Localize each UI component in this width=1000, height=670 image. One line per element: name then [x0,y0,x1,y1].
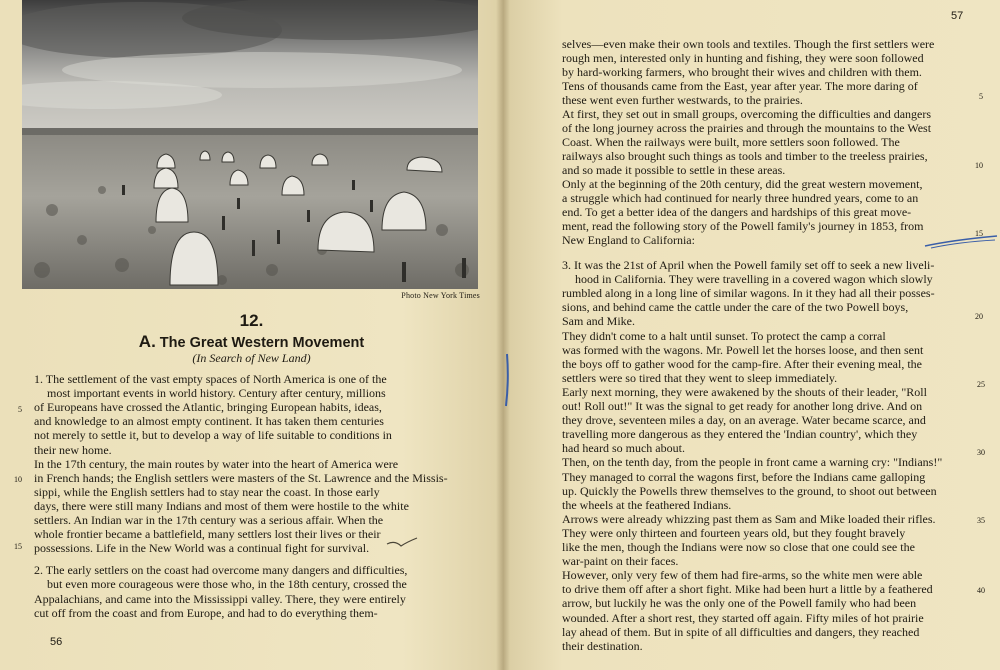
text-line: possessions. Life in the New World was a continual fight for survival. [34,541,370,556]
section-title [0,332,503,352]
chapter-number: 12. [239,311,264,330]
text-line: like the men, though the Indians were now so close that one could see the [562,540,915,554]
text-line: selves—even make their own tools and textiles. Though the first settlers were [562,37,935,51]
text-line: New England to California: [562,233,695,247]
text-line: They didn't come to a halt until sunset. To protect the camp a corral [562,328,886,343]
blue-pen-stroke [923,228,1000,252]
text-line: travelling more dangerous as they entered the 'Indian country', which they [562,427,918,442]
text-line: had heard so much about. [562,441,685,456]
text-line: whole frontier became a battlefield, many settlers lost their lives or their [34,527,381,542]
text-line: Sam and Mike. [562,314,635,329]
text-line: lay ahead of them. But in spite of all difficulties and dangers, they reached [562,624,920,639]
text-line: of Europeans have crossed the Atlantic, bringing European habits, ideas, [34,400,382,415]
text-line: by hard-working farmers, who brought their wives and children with them. [562,65,922,79]
line-number-r40: 40 [977,586,985,595]
line-number-r10: 10 [975,161,983,170]
text-line: In the 17th century, the main routes by water into the heart of America were [34,456,399,471]
text-line: At first, they set out in small groups, overcoming the difficulties and dangers [562,107,932,121]
line-number-r5: 5 [979,92,983,101]
text-line: rough men, interested only in hunting and fishing, they were soon followed [562,51,924,65]
line-number-15: 15 [14,542,22,551]
text-line: in French hands; the English settlers were masters of the St. Lawrence and the Missis- [34,470,448,485]
text-line: Tens of thousands came from the East, year after year. The more daring of [562,79,918,93]
text-line: 2. The early settlers on the coast had overcome many dangers and difficulties, [34,563,408,577]
line-number-r20: 20 [975,312,983,321]
text-line: 1. The settlement of the vast empty spaces of North America is one of the [34,372,387,386]
text-line: 3. It was the 21st of April when the Powell family set off to seek a new liveli- [562,258,935,272]
text-line: Appalachians, and came into the Mississippi valley. There, they were entirely [34,591,406,606]
section-letter: A. [138,332,156,351]
photo-credit: Photo New York Times [401,291,480,300]
text-line: a struggle which had continued for nearly three hundred years, come to an [562,191,919,205]
wagon-train-photo [22,0,478,289]
text-line: wounded. After a short rest, they started off again. Fifty miles of hot prairie [562,610,924,625]
text-line: but even more courageous were those who, in the 18th century, crossed the [47,577,407,592]
page-number-left: 56 [50,636,63,648]
text-line: their destination. [562,638,643,653]
pen-mark-check [383,530,423,554]
text-line: ment, read the following story of the Powell family's journey in 1853, from [562,219,924,233]
text-line: they drove, seventeen miles a day, on an average. Water became scarce, and [562,413,926,428]
line-number-10: 10 [14,475,22,484]
text-line: these went even further westwards, to the prairies. [562,93,803,107]
text-line: Coast. When the railways were built, more settlers soon followed. The [562,135,900,149]
text-line: days, there were still many Indians and most of them were hostile to the white [34,498,409,513]
text-line: sippi, while the English settlers had to stay near the coast. In those early [34,484,380,499]
line-number-5: 5 [18,405,22,414]
text-line: most important events in world history. Century after century, millions [47,386,386,401]
text-line: sions, and behind came the cattle under the care of the two Powell boys, [562,300,909,315]
text-line: and so made it possible to settle in these areas. [562,163,786,177]
text-line: settlers were so tired that they went to sleep immediately. [562,370,838,385]
text-line: and knowledge to an almost empty continent. It has taken them centuries [34,414,384,429]
text-line: up. Quickly the Powells threw themselves to the ground, to shoot out between [562,483,937,498]
text-line: Then, on the tenth day, from the people in front came a warning cry: "Indians!" [562,455,943,470]
text-line: Arrows were already whizzing past them as Sam and Mike loaded their rifles. [562,511,936,526]
text-line: war-paint on their faces. [562,554,679,569]
text-line: Early next morning, they were awakened by the shouts of their leader, "Roll [562,384,927,399]
text-line: their new home. [34,442,112,457]
text-line: the boys off to gather wood for the camp-fire. After their evening meal, the [562,356,922,371]
line-number-r30: 30 [977,448,985,457]
text-line: Only at the beginning of the 20th century, did the great western movement, [562,177,923,191]
text-line: not merely to settle it, but to develop a way of life suitable to conditions in [34,428,392,443]
page-number-right: 57 [951,10,964,22]
text-line: cut off from the coast and from Europe, and had to do everything them- [34,606,378,621]
text-line: end. To get a better idea of the dangers and hardships of this great move- [562,205,912,219]
text-line: They managed to corral the wagons first, before the Indians came galloping [562,469,926,484]
text-line: arrow, but luckily he was the only one of the Powell family who had been [562,596,917,611]
text-line: hood in California. They were travelling in a covered wagon which slowly [575,272,933,287]
section-subtitle: (In Search of New Land) [192,351,311,365]
text-line: settlers. An Indian war in the 17th century was a serious affair. When the [34,513,384,527]
right-page [503,0,1000,670]
line-number-r35: 35 [977,516,985,525]
line-number-r25: 25 [977,380,985,389]
text-line: rumbled along in a long line of similar wagons. In it they had all their posses- [562,286,935,301]
line-number-r15: 15 [975,229,983,238]
text-line: of the long journey across the prairies and through the mountains to the West [562,121,932,135]
text-line: railways also brought such things as tools and timber to the treeless prairies, [562,149,928,163]
text-line: the wheels at the feathered Indians. [562,497,732,512]
text-line: However, only very few of them had fire-arms, so the white men were able [562,568,923,583]
text-line: out! Roll out!" It was the signal to get ready for another long drive. And on [562,399,923,413]
text-line: They were only thirteen and fourteen years old, but they fought bravely [562,525,906,540]
text-line: to drive them off after a short fight. Mike had been hurt a little by a feathered [562,582,933,597]
book-gutter [496,0,510,670]
blue-margin-mark [500,350,514,410]
text-line: was formed with the wagons. Mr. Powell let the horses loose, and then sent [562,342,924,357]
section-title-text: The Great Western Movement [159,335,365,351]
